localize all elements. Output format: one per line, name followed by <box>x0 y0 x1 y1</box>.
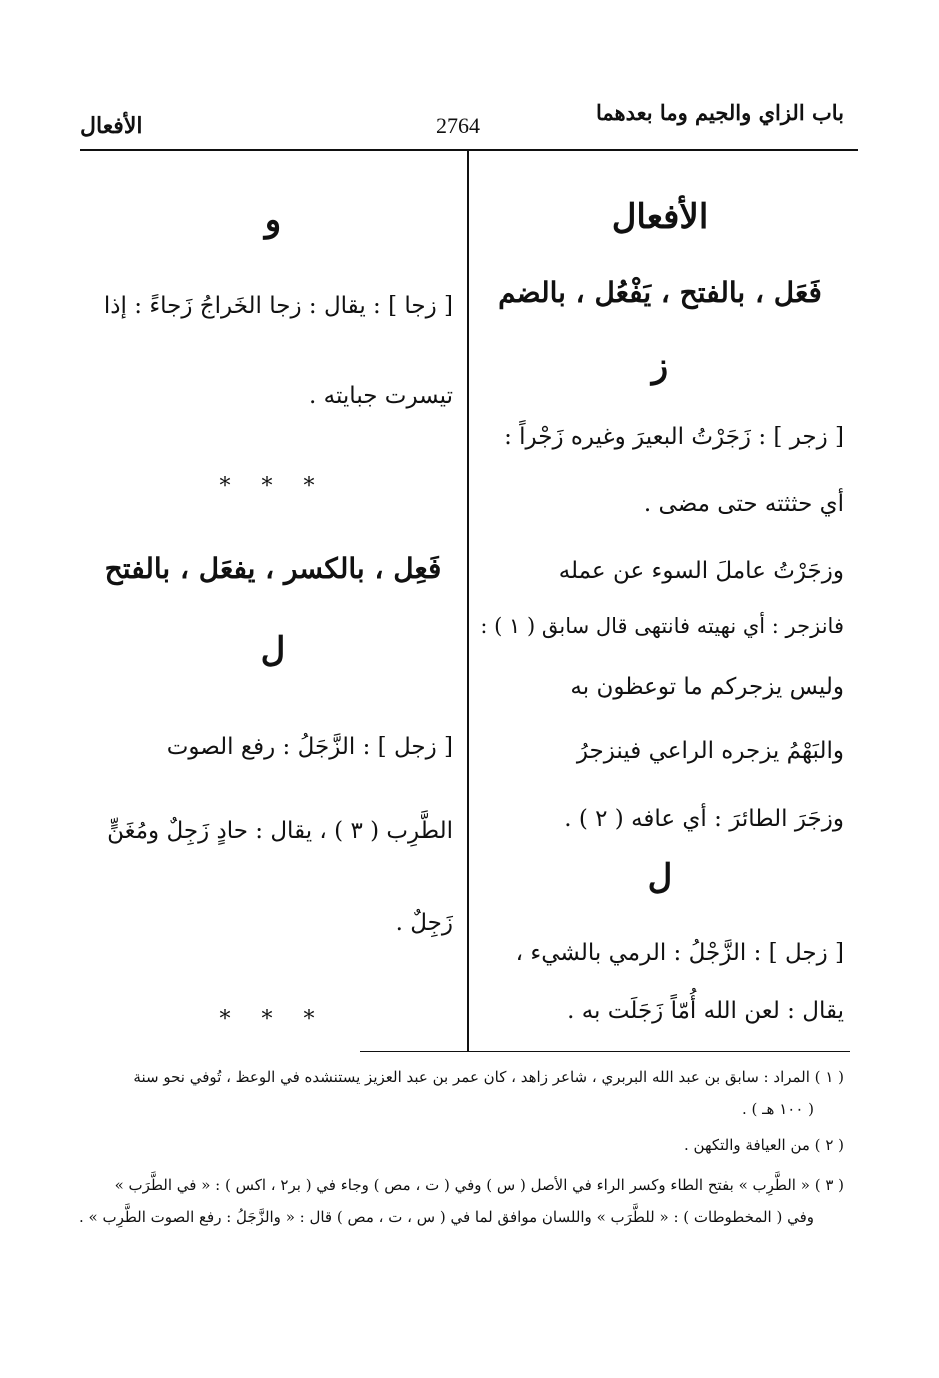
section-name: الأفعال <box>80 113 143 139</box>
footnote-3-continuation: وفي ( المخطوطات ) : « للطَّرَب » واللسان موافق لما في ( س ، ت ، مص ) قال : « والزَّجَلُ : رفع الصوت الطَّرِب » . <box>78 1208 814 1226</box>
left-text-line: تيسرت جبايته . <box>309 383 453 409</box>
right-letter-heading-2: ل <box>647 857 673 897</box>
left-text-line: [ زجا ] : يقال : زجا الخَراجُ زَجاءً : إذا <box>103 293 453 319</box>
column-divider <box>467 150 469 1052</box>
header-rule <box>80 149 858 151</box>
section-separator-stars: * * * <box>219 1007 327 1032</box>
left-letter-heading-1: و <box>264 200 282 240</box>
right-text-line: وزجَرْتُ عاملَ السوء عن عمله <box>558 558 844 584</box>
right-pattern-heading: فَعَل ، بالفتح ، يَفْعُل ، بالضم <box>498 276 822 309</box>
left-pattern-heading: فَعِل ، بالكسر ، يفعَل ، بالفتح <box>104 552 442 585</box>
right-text-line: [ زجل ] : الزَّجْلُ : الرمي بالشيء ، <box>515 940 844 966</box>
right-verse-line: وليس يزجركم ما توعظون به <box>570 674 844 700</box>
chapter-title: باب الزاي والجيم وما بعدهما <box>596 100 844 125</box>
footnote-1-continuation: ( ١٠٠ هـ ) . <box>741 1100 814 1118</box>
footnote-rule <box>360 1051 850 1052</box>
right-text-line: يقال : لعن الله أُمّاً زَجَلَت به . <box>567 998 844 1024</box>
right-letter-heading-1: ز <box>651 346 669 386</box>
right-text-line: وزجَرَ الطائرَ : أي عافه ( ٢ ) . <box>564 806 844 832</box>
page-number: 2764 <box>436 113 480 138</box>
right-text-line: [ زجر ] : زَجَرْتُ البعيرَ وغيره زَجْراً : <box>504 424 844 450</box>
left-text-line: زَجِلٌ . <box>395 910 453 936</box>
left-letter-heading-2: ل <box>260 630 286 670</box>
right-text-line: فانزجر : أي نهيته فانتهى قال سابق ( ١ ) : <box>480 614 844 638</box>
right-verse-line: والبَهْمُ يزجره الراعي فينزجرُ <box>576 738 844 764</box>
footnote-1: ( ١ ) المراد : سابق بن عبد الله البربري ، شاعر زاهد ، كان عمر بن عبد العزيز يستنشده في الوعظ ، تُوفي نحو سنة <box>133 1068 844 1086</box>
footnote-2: ( ٢ ) من العيافة والتكهن . <box>683 1136 844 1154</box>
right-text-line: أي حثثته حتى مضى . <box>643 491 844 517</box>
left-text-line: [ زجل ] : الزَّجَلُ : رفع الصوت <box>166 734 453 760</box>
section-separator-stars: * * * <box>219 474 327 499</box>
left-text-line: الطَّرِب ( ٣ ) ، يقال : حادٍ زَجِلٌ ومُغَنٍّ <box>107 818 453 844</box>
right-section-title: الأفعال <box>611 197 709 237</box>
footnote-3: ( ٣ ) « الطَّرِب » بفتح الطاء وكسر الراء في الأصل ( س ) وفي ( ت ، مص ) وجاء في ( بر٢ ، اكس ) : « في الطَّرَب » <box>114 1176 844 1194</box>
